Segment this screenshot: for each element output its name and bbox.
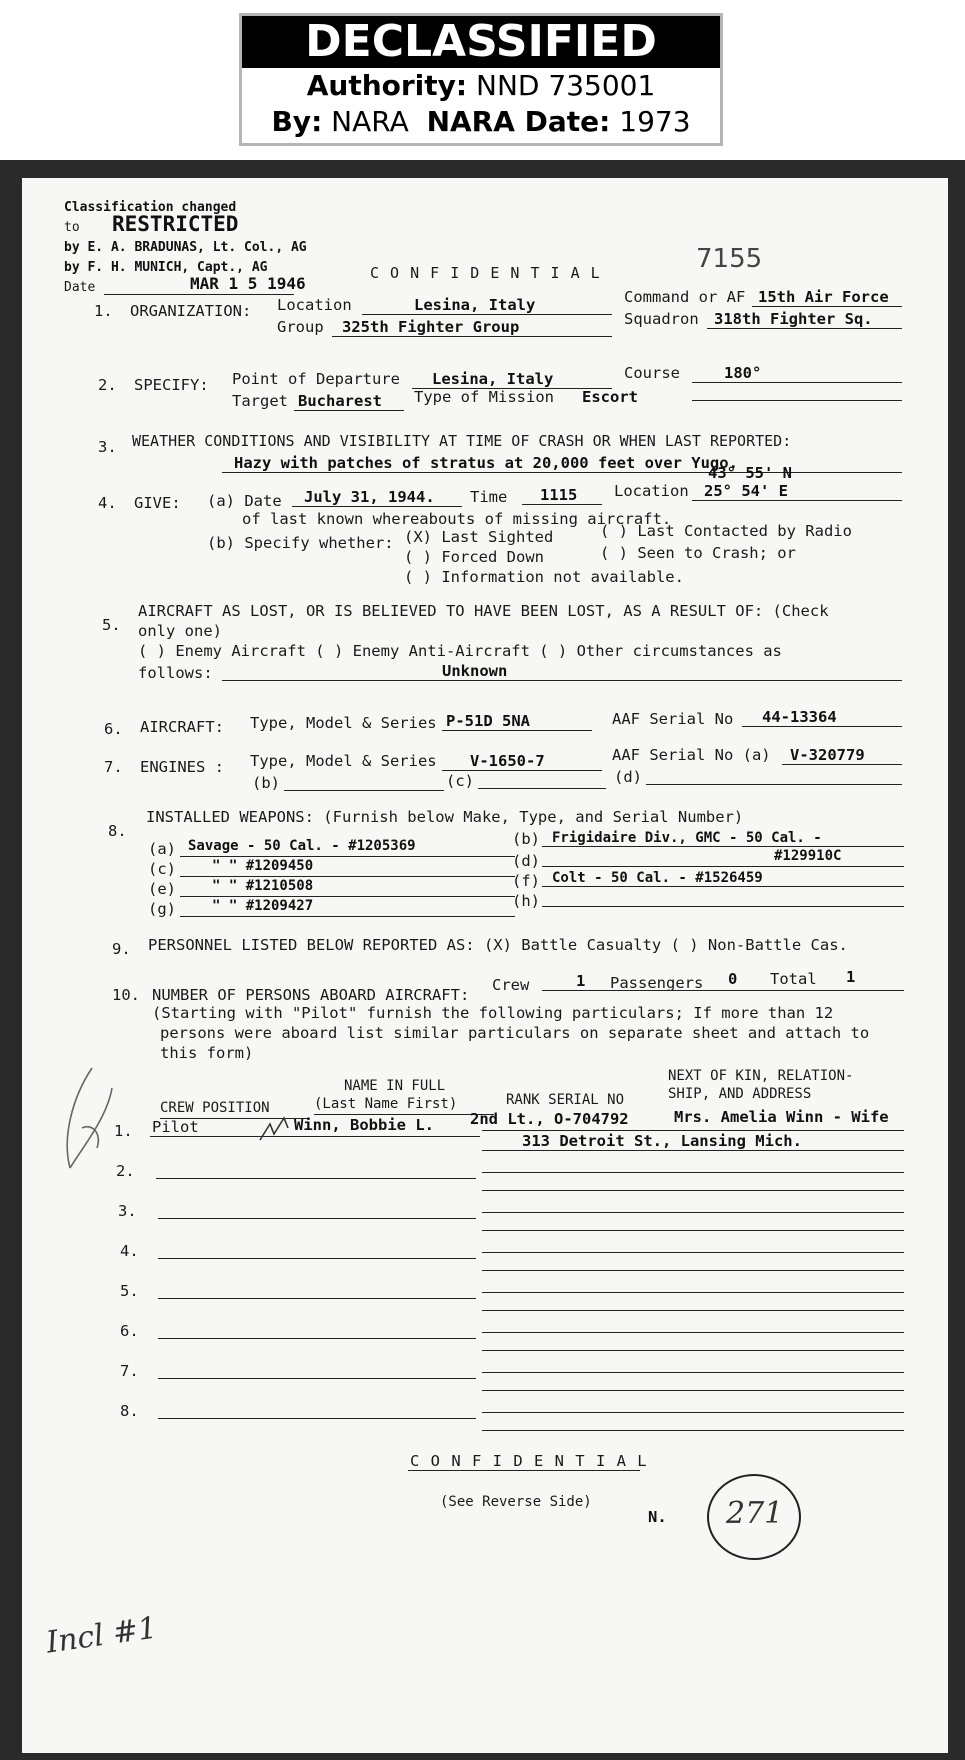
- crew-row-1-position: Pilot: [152, 1118, 199, 1136]
- crew-row-4-number: 4.: [120, 1242, 139, 1260]
- crew-row-3-number: 3.: [118, 1202, 137, 1220]
- col-crew-position: CREW POSITION: [160, 1100, 270, 1116]
- aircraft-label: AIRCRAFT:: [140, 718, 224, 736]
- engine-type-value: V-1650-7: [470, 752, 545, 770]
- weapon-c-value: " " #1209450: [212, 858, 314, 874]
- see-reverse-side: (See Reverse Side): [440, 1494, 592, 1510]
- group-label: Group: [277, 318, 324, 336]
- weapon-f-label: (f): [512, 872, 540, 890]
- squadron-value: 318th Fighter Sq.: [714, 310, 873, 328]
- col-name-2: (Last Name First): [314, 1096, 458, 1112]
- engines-label: ENGINES :: [140, 758, 224, 776]
- specify-whether-label: (b) Specify whether:: [207, 534, 394, 552]
- specify-label: SPECIFY:: [134, 376, 209, 394]
- item-8-number: 8.: [108, 822, 127, 840]
- crew-row-5-number: 5.: [120, 1282, 139, 1300]
- command-label: Command or AF: [624, 288, 746, 306]
- aircraft-serial-label: AAF Serial No: [612, 710, 734, 728]
- location-north: 43° 55' N: [708, 464, 792, 482]
- course-value: 180°: [724, 364, 762, 382]
- margin-mark: N.: [648, 1508, 667, 1526]
- restricted-stamp: RESTRICTED: [112, 212, 239, 236]
- date-value: July 31, 1944.: [304, 488, 435, 506]
- group-value: 325th Fighter Group: [342, 318, 520, 336]
- whereabouts-text: of last known whereabouts of missing aircraft.: [242, 510, 672, 528]
- weapon-d-label: (d): [512, 852, 540, 870]
- weapon-g-value: " " #1209427: [212, 898, 314, 914]
- col-kin-1: NEXT OF KIN, RELATION-: [668, 1068, 854, 1084]
- lost-result-line4: follows:: [138, 664, 213, 682]
- crew-row-8-number: 8.: [120, 1402, 139, 1420]
- personnel-status: PERSONNEL LISTED BELOW REPORTED AS: (X) Battle Casualty ( ) Non-Battle Cas.: [148, 936, 848, 954]
- col-name-1: NAME IN FULL: [344, 1078, 446, 1094]
- opt-forced-down: ( ) Forced Down: [404, 548, 544, 566]
- passengers-label: Passengers: [610, 974, 704, 992]
- target-value: Bucharest: [298, 392, 382, 410]
- margin-scribble: [52, 1058, 122, 1178]
- handwritten-initials: Incl #1: [44, 1610, 160, 1661]
- changed-by-2: by F. H. MUNICH, Capt., AG: [64, 260, 268, 275]
- crew-row-7-number: 7.: [120, 1362, 139, 1380]
- loc-label: Location: [614, 482, 689, 500]
- departure-label: Point of Departure: [232, 370, 400, 388]
- col-rank-serial: RANK SERIAL NO: [506, 1092, 625, 1108]
- weapon-d-value: #129910C: [774, 848, 842, 864]
- persons-instruction-2: persons were aboard list similar particulars on separate sheet and attach to: [160, 1024, 870, 1042]
- location-east: 25° 54' E: [704, 482, 788, 500]
- weapon-c-label: (c): [148, 860, 176, 878]
- weather-label: WEATHER CONDITIONS AND VISIBILITY AT TIME OF CRASH OR WHEN LAST REPORTED:: [132, 432, 792, 450]
- lost-result-line2: only one): [138, 622, 222, 640]
- total-value: 1: [846, 968, 856, 986]
- stamp-title: DECLASSIFIED: [242, 16, 720, 68]
- to-label: to: [64, 220, 80, 235]
- total-label: Total: [770, 970, 817, 988]
- persons-instruction-3: this form): [160, 1044, 254, 1062]
- change-date-value: MAR 1 5 1946: [190, 274, 306, 293]
- opt-seen-to-crash: ( ) Seen to Crash; or: [600, 544, 796, 562]
- crew-row-1-number: 1.: [114, 1122, 133, 1140]
- departure-value: Lesina, Italy: [432, 370, 554, 388]
- aircraft-serial-value: 44-13364: [762, 708, 837, 726]
- weapon-g-label: (g): [148, 900, 176, 918]
- pen-tick-mark: [258, 1114, 296, 1144]
- crew-value: 1: [576, 972, 586, 990]
- mission-value: Escort: [582, 388, 638, 406]
- passengers-value: 0: [728, 970, 738, 988]
- course-label: Course: [624, 364, 680, 382]
- confidential-footer: C O N F I D E N T I A L: [410, 1452, 648, 1470]
- engine-serial-label: AAF Serial No (a): [612, 746, 771, 764]
- item-9-number: 9.: [112, 940, 131, 958]
- circled-number: 271: [726, 1496, 784, 1531]
- crew-row-1-name: Winn, Bobbie L.: [294, 1116, 434, 1134]
- confidential-header: C O N F I D E N T I A L: [370, 264, 601, 282]
- stamp-by: By: NARA NARA Date: 1973: [271, 105, 691, 138]
- item-4-number: 4.: [98, 494, 117, 512]
- item-6-number: 6.: [104, 720, 123, 738]
- location-label: Location: [277, 296, 352, 314]
- crew-row-1-rank: 2nd Lt., O-704792: [470, 1110, 629, 1128]
- opt-info-not-available: ( ) Information not available.: [404, 568, 684, 586]
- persons-aboard-label: NUMBER OF PERSONS ABOARD AIRCRAFT:: [152, 986, 470, 1004]
- persons-instruction-1: (Starting with "Pilot" furnish the following particulars; If more than 12: [152, 1004, 834, 1022]
- item-2-number: 2.: [98, 376, 117, 394]
- stamp-authority: Authority: NND 735001: [306, 69, 656, 102]
- crew-row-1-address: 313 Detroit St., Lansing Mich.: [522, 1132, 802, 1150]
- weather-value: Hazy with patches of stratus at 20,000 feet over Yugo.: [234, 454, 738, 472]
- col-kin-2: SHIP, AND ADDRESS: [668, 1086, 812, 1102]
- scanned-document: [0, 160, 965, 1760]
- item-1-number: 1.: [94, 302, 113, 320]
- form-number: 7155: [696, 244, 763, 274]
- engine-type-label: Type, Model & Series: [250, 752, 437, 770]
- date-label: (a) Date: [207, 492, 282, 510]
- weapon-a-label: (a): [148, 840, 176, 858]
- item-3-number: 3.: [98, 438, 117, 456]
- give-label: GIVE:: [134, 494, 181, 512]
- weapon-a-value: Savage - 50 Cal. - #1205369: [188, 838, 416, 854]
- lost-result-value: Unknown: [442, 662, 508, 680]
- change-date-label: Date: [64, 280, 96, 295]
- weapon-e-value: " " #1210508: [212, 878, 314, 894]
- engine-serial-a: V-320779: [790, 746, 865, 764]
- time-value: 1115: [540, 486, 578, 504]
- weapon-b-label: (b): [512, 830, 540, 848]
- organization-label: ORGANIZATION:: [130, 302, 252, 320]
- crew-row-1-kin: Mrs. Amelia Winn - Wife: [674, 1108, 889, 1126]
- form-sheet: [22, 178, 948, 1753]
- opt-last-contacted: ( ) Last Contacted by Radio: [600, 522, 852, 540]
- engine-c-label: (c): [446, 772, 474, 790]
- weapons-label: INSTALLED WEAPONS: (Furnish below Make, Type, and Serial Number): [146, 808, 744, 826]
- weapon-f-value: Colt - 50 Cal. - #1526459: [552, 870, 763, 886]
- aircraft-type-value: P-51D 5NA: [446, 712, 530, 730]
- changed-by-1: by E. A. BRADUNAS, Lt. Col., AG: [64, 240, 307, 255]
- item-5-number: 5.: [102, 616, 121, 634]
- command-value: 15th Air Force: [758, 288, 889, 306]
- location-value: Lesina, Italy: [414, 296, 536, 314]
- crew-label: Crew: [492, 976, 530, 994]
- target-label: Target: [232, 392, 288, 410]
- declassified-stamp: [239, 13, 723, 146]
- lost-result-line1: AIRCRAFT AS LOST, OR IS BELIEVED TO HAVE BEEN LOST, AS A RESULT OF: (Check: [138, 602, 829, 620]
- weapon-e-label: (e): [148, 880, 176, 898]
- classification-changed: Classification changed: [64, 200, 237, 215]
- lost-result-line3: ( ) Enemy Aircraft ( ) Enemy Anti-Aircraft ( ) Other circumstances as: [138, 642, 782, 660]
- opt-last-sighted: (X) Last Sighted: [404, 528, 554, 546]
- weapon-b-value: Frigidaire Div., GMC - 50 Cal. -: [552, 830, 822, 846]
- mission-label: Type of Mission: [414, 388, 554, 406]
- aircraft-type-label: Type, Model & Series: [250, 714, 437, 732]
- crew-row-2-number: 2.: [116, 1162, 135, 1180]
- squadron-label: Squadron: [624, 310, 699, 328]
- time-label: Time: [470, 488, 508, 506]
- item-10-number: 10.: [112, 986, 140, 1004]
- crew-row-6-number: 6.: [120, 1322, 139, 1340]
- weapon-h-label: (h): [512, 892, 540, 910]
- item-7-number: 7.: [104, 758, 123, 776]
- engine-d-label: (d): [614, 768, 642, 786]
- engine-b-label: (b): [252, 774, 280, 792]
